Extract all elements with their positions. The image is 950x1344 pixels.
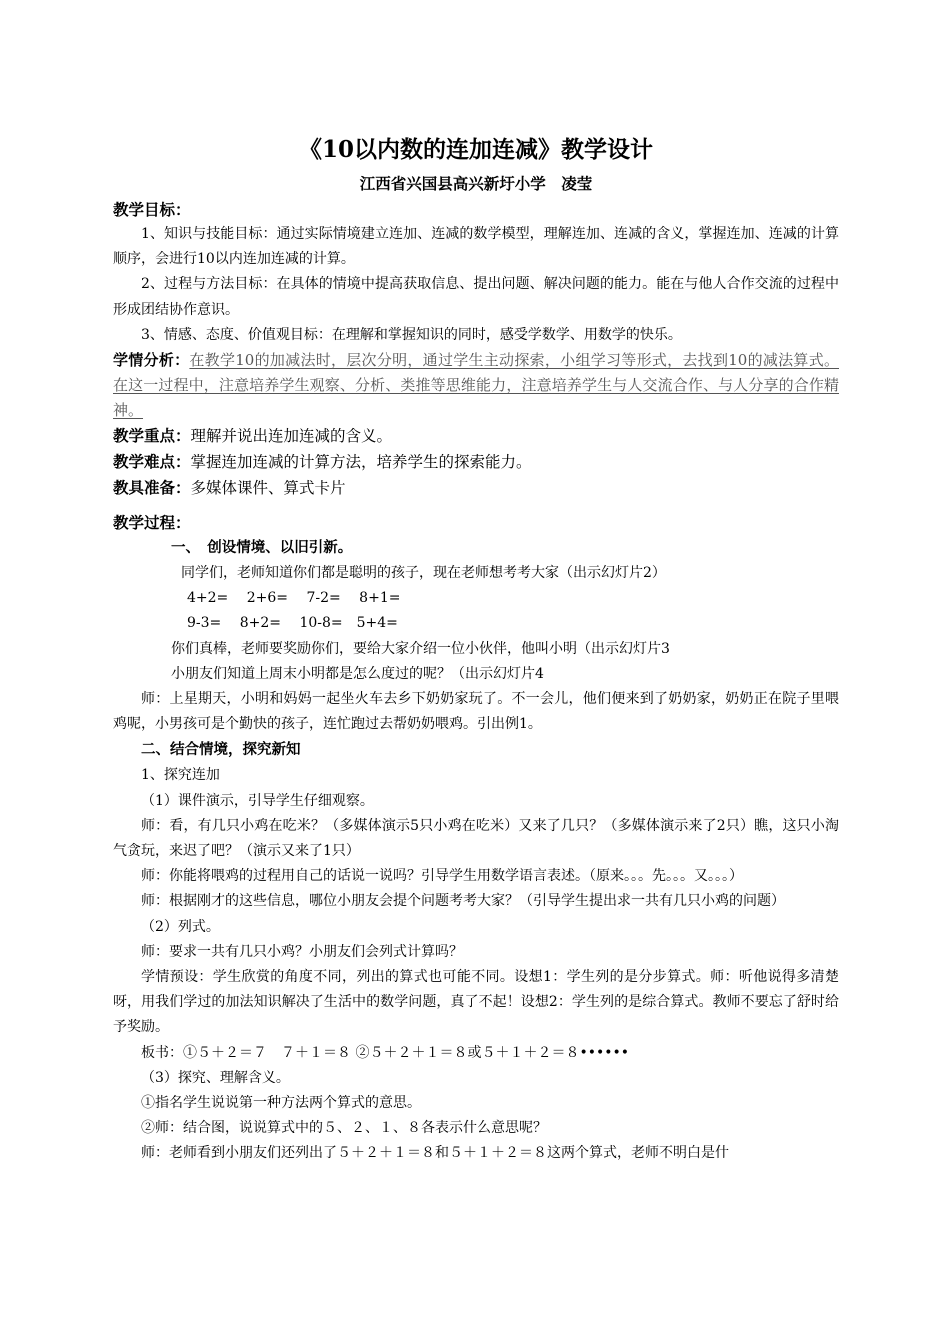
difficulty-text: 掌握连加连减的计算方法，培养学生的探索能力。 (190, 453, 532, 472)
author-line: 江西省兴国县高兴新圩小学 凌莹 (359, 174, 593, 193)
analysis-label: 学情分析： (113, 351, 190, 370)
step-title: （3）探究、理解含义。 (141, 1069, 290, 1086)
body-paragraph: 师：根据刚才的这些信息，哪位小朋友会提个问题考考大家？（引导学生提出求一共有几只小鸡的问题） (141, 893, 785, 910)
key-point-text: 理解并说出连加连减的含义。 (190, 427, 393, 446)
document-content (113, 130, 839, 1167)
body-paragraph: 学情预设：学生欣赏的角度不同，列出的算式也可能不同。设想1：学生列的是分步算式。师：听他说得多清楚呀，用我们学过的加法知识解决了生活中的数学问题，真了不起！设想2：学生列的是综合算式。教师不要忘了舒时给予奖励。 (113, 969, 839, 1036)
exercise-row: 9-3= 8+2= 10-8= 5+4= (187, 615, 398, 632)
analysis-text: 在教学10的加减法时，层次分明，通过学生主动探索，小组学习等形式，去找到10的减法算式。在这一过程中，注意培养学生观察、分析、类推等思维能力，注意培养学生与人交流合作、与人分享的合作精神。 (113, 351, 839, 420)
objective-item: 1、知识与技能目标：通过实际情境建立连加、连减的数学模型，理解连加、连减的含义，掌握连加、连减的计算顺序，会进行10以内连加连减的计算。 (113, 226, 839, 268)
step-title: （1）课件演示，引导学生仔细观察。 (141, 792, 374, 809)
materials-label: 教具准备： (113, 478, 191, 498)
body-paragraph: 师：看，有几只小鸡在吃米？（多媒体演示5只小鸡在吃米）又来了几只？（多媒体演示来了2只）瞧，这只小淘气贪玩，来迟了吧？（演示又来了1只） (113, 817, 839, 860)
body-paragraph: 师：老师看到小朋友们还列出了５＋２＋１＝８和５＋１＋２＝８这两个算式，老师不明白是什 (141, 1145, 729, 1162)
difficulty-label: 教学难点： (113, 452, 191, 472)
analysis-paragraph (113, 348, 839, 423)
exercise-row: 4+2= 2+6= 7-2= 8+1= (187, 590, 401, 607)
section-one-intro: 同学们，老师知道你们都是聪明的孩子，现在老师想考考大家（出示幻灯片2） (181, 565, 666, 582)
key-point (113, 423, 839, 449)
spacer (113, 501, 839, 511)
subsection-title: 1、探究连加 (141, 767, 220, 784)
objective-item: 2、过程与方法目标：在具体的情境中提高获取信息、提出问题、解决问题的能力。能在与他人合作交流的过程中形成团结协作意识。 (113, 276, 839, 318)
question-item: ②师：结合图，说说算式中的５、２、１、８各表示什么意思呢？ (141, 1120, 547, 1137)
section-two-title: 二、结合情境，探究新知 (141, 741, 301, 759)
objectives-heading: 教学目标： (113, 200, 191, 219)
objective-item: 3、情感、态度、价值观目标：在理解和掌握知识的同时，感受学数学、用数学的快乐。 (141, 326, 682, 343)
materials (113, 475, 839, 501)
teacher-paragraph: 师：上星期天，小明和妈妈一起坐火车去乡下奶奶家玩了。不一会儿，他们便来到了奶奶家，奶奶正在院子里喂鸡呢，小男孩可是个勤快的孩子，连忙跑过去帮奶奶喂鸡。引出例1。 (113, 691, 839, 733)
key-point-label: 教学重点： (113, 426, 191, 446)
materials-text: 多媒体课件、算式卡片 (190, 479, 346, 498)
section-one-title: 一、 创设情境、以旧引新。 (171, 539, 353, 557)
page-title: 《10以内数的连加连减》教学设计 (298, 136, 653, 163)
board-writing: 板书：①５＋２＝７ ７＋１＝８ ②５＋２＋１＝８或５＋１＋２＝８•••••• (141, 1044, 629, 1061)
section-one-line: 小朋友们知道上周末小明都是怎么度过的呢？（出示幻灯片4 (171, 665, 544, 682)
question-item: ①指名学生说说第一种方法两个算式的意思。 (141, 1095, 421, 1112)
body-paragraph: 师：要求一共有几只小鸡？小朋友们会列式计算吗？ (141, 943, 463, 960)
process-heading: 教学过程： (113, 513, 191, 533)
difficulty (113, 449, 839, 475)
section-one-line: 你们真棒，老师要奖励你们，要给大家介绍一位小伙伴，他叫小明（出示幻灯片3 (171, 640, 670, 657)
body-paragraph: 师：你能将喂鸡的过程用自己的话说一说吗？引导学生用数学语言表述。（原来。。。先。。。又。。。） (141, 868, 743, 885)
step-title: （2）列式。 (141, 918, 220, 935)
